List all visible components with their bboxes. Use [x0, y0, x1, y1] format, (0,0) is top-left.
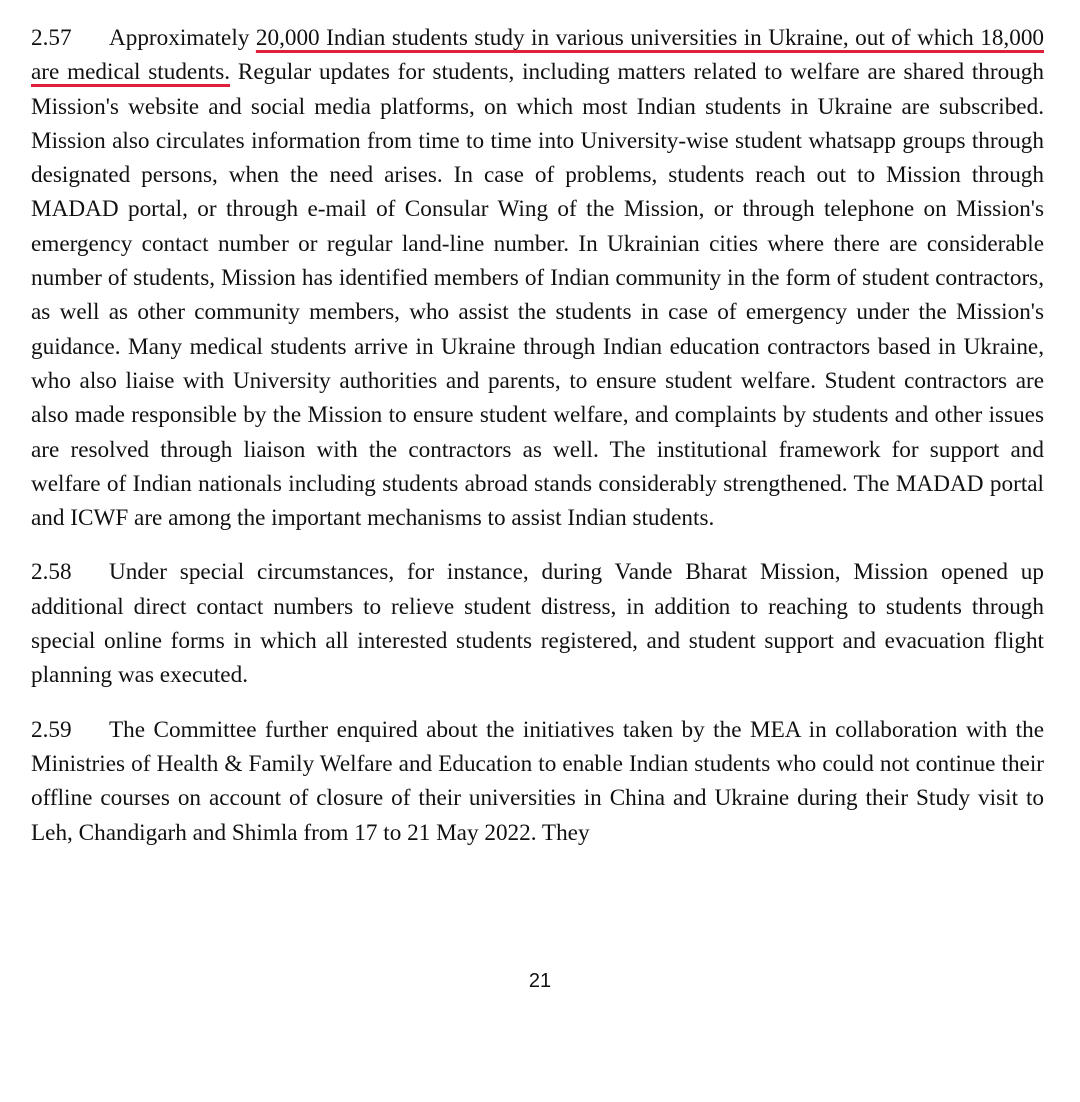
paragraph-body-text: The Committee further enquired about the initiatives taken by the MEA in collaboration with the Ministries of Health & Family Welfare and Education to enable Indian students who could not continue their offline courses on account of closure of their universities in China and Ukraine during their Study visit to Leh, Chandigarh and Shimla from 17 to 21 May 2022. They — [31, 716, 1044, 846]
paragraph-2-58 — [31, 555, 1044, 692]
paragraph-number: 2.57 — [31, 25, 72, 51]
paragraph-number: 2.58 — [31, 559, 72, 586]
paragraph-number: 2.59 — [31, 716, 72, 743]
page-number: 21 — [528, 970, 552, 992]
highlighted-text: 20,000 Indian students study in various universities in Ukraine, out of which 18,000 are medical students. — [31, 25, 1045, 86]
paragraph-2-59 — [31, 713, 1044, 850]
paragraph-lead-text: Approximately — [109, 25, 256, 51]
paragraph-body-text: Regular updates for students, including matters related to welfare are shared through Mission's website and social media platforms, on which most Indian students in Ukraine are subscribed. Mission also circulates information from time to time into University-wise student whatsapp groups through designated persons, when the need arises. In case of problems, students reach out to Mission through MADAD portal, or through e-mail of Consular Wing of the Mission, or through telephone on Mission's emergency contact number or regular land-line number. In Ukrainian cities where there are considerable number of students, Mission has identified members of Indian community in the form of student contractors, as well as other community members, who assist the students in case of emergency under the Mission's guidance. Many medical students arrive in Ukraine through Indian education contractors based in Ukraine, who also liaise with University authorities and parents, to ensure student welfare. Student contractors are also made responsible by the Mission to ensure student welfare, and complaints by students and other issues are resolved through liaison with the contractors as well. The institutional framework for support and welfare of Indian nationals including students abroad stands considerably strengthened. The MADAD portal and ICWF are among the important mechanisms to assist Indian students. — [31, 59, 1044, 532]
paragraph-body-text: Under special circumstances, for instance, during Vande Bharat Mission, Mission opened up additional direct contact numbers to relieve student distress, in addition to reaching to students through special online forms in which all interested students registered, and student support and evacuation flight planning was executed. — [31, 559, 1044, 689]
paragraph-2-57 — [31, 21, 1044, 535]
document-page — [31, 21, 1044, 850]
